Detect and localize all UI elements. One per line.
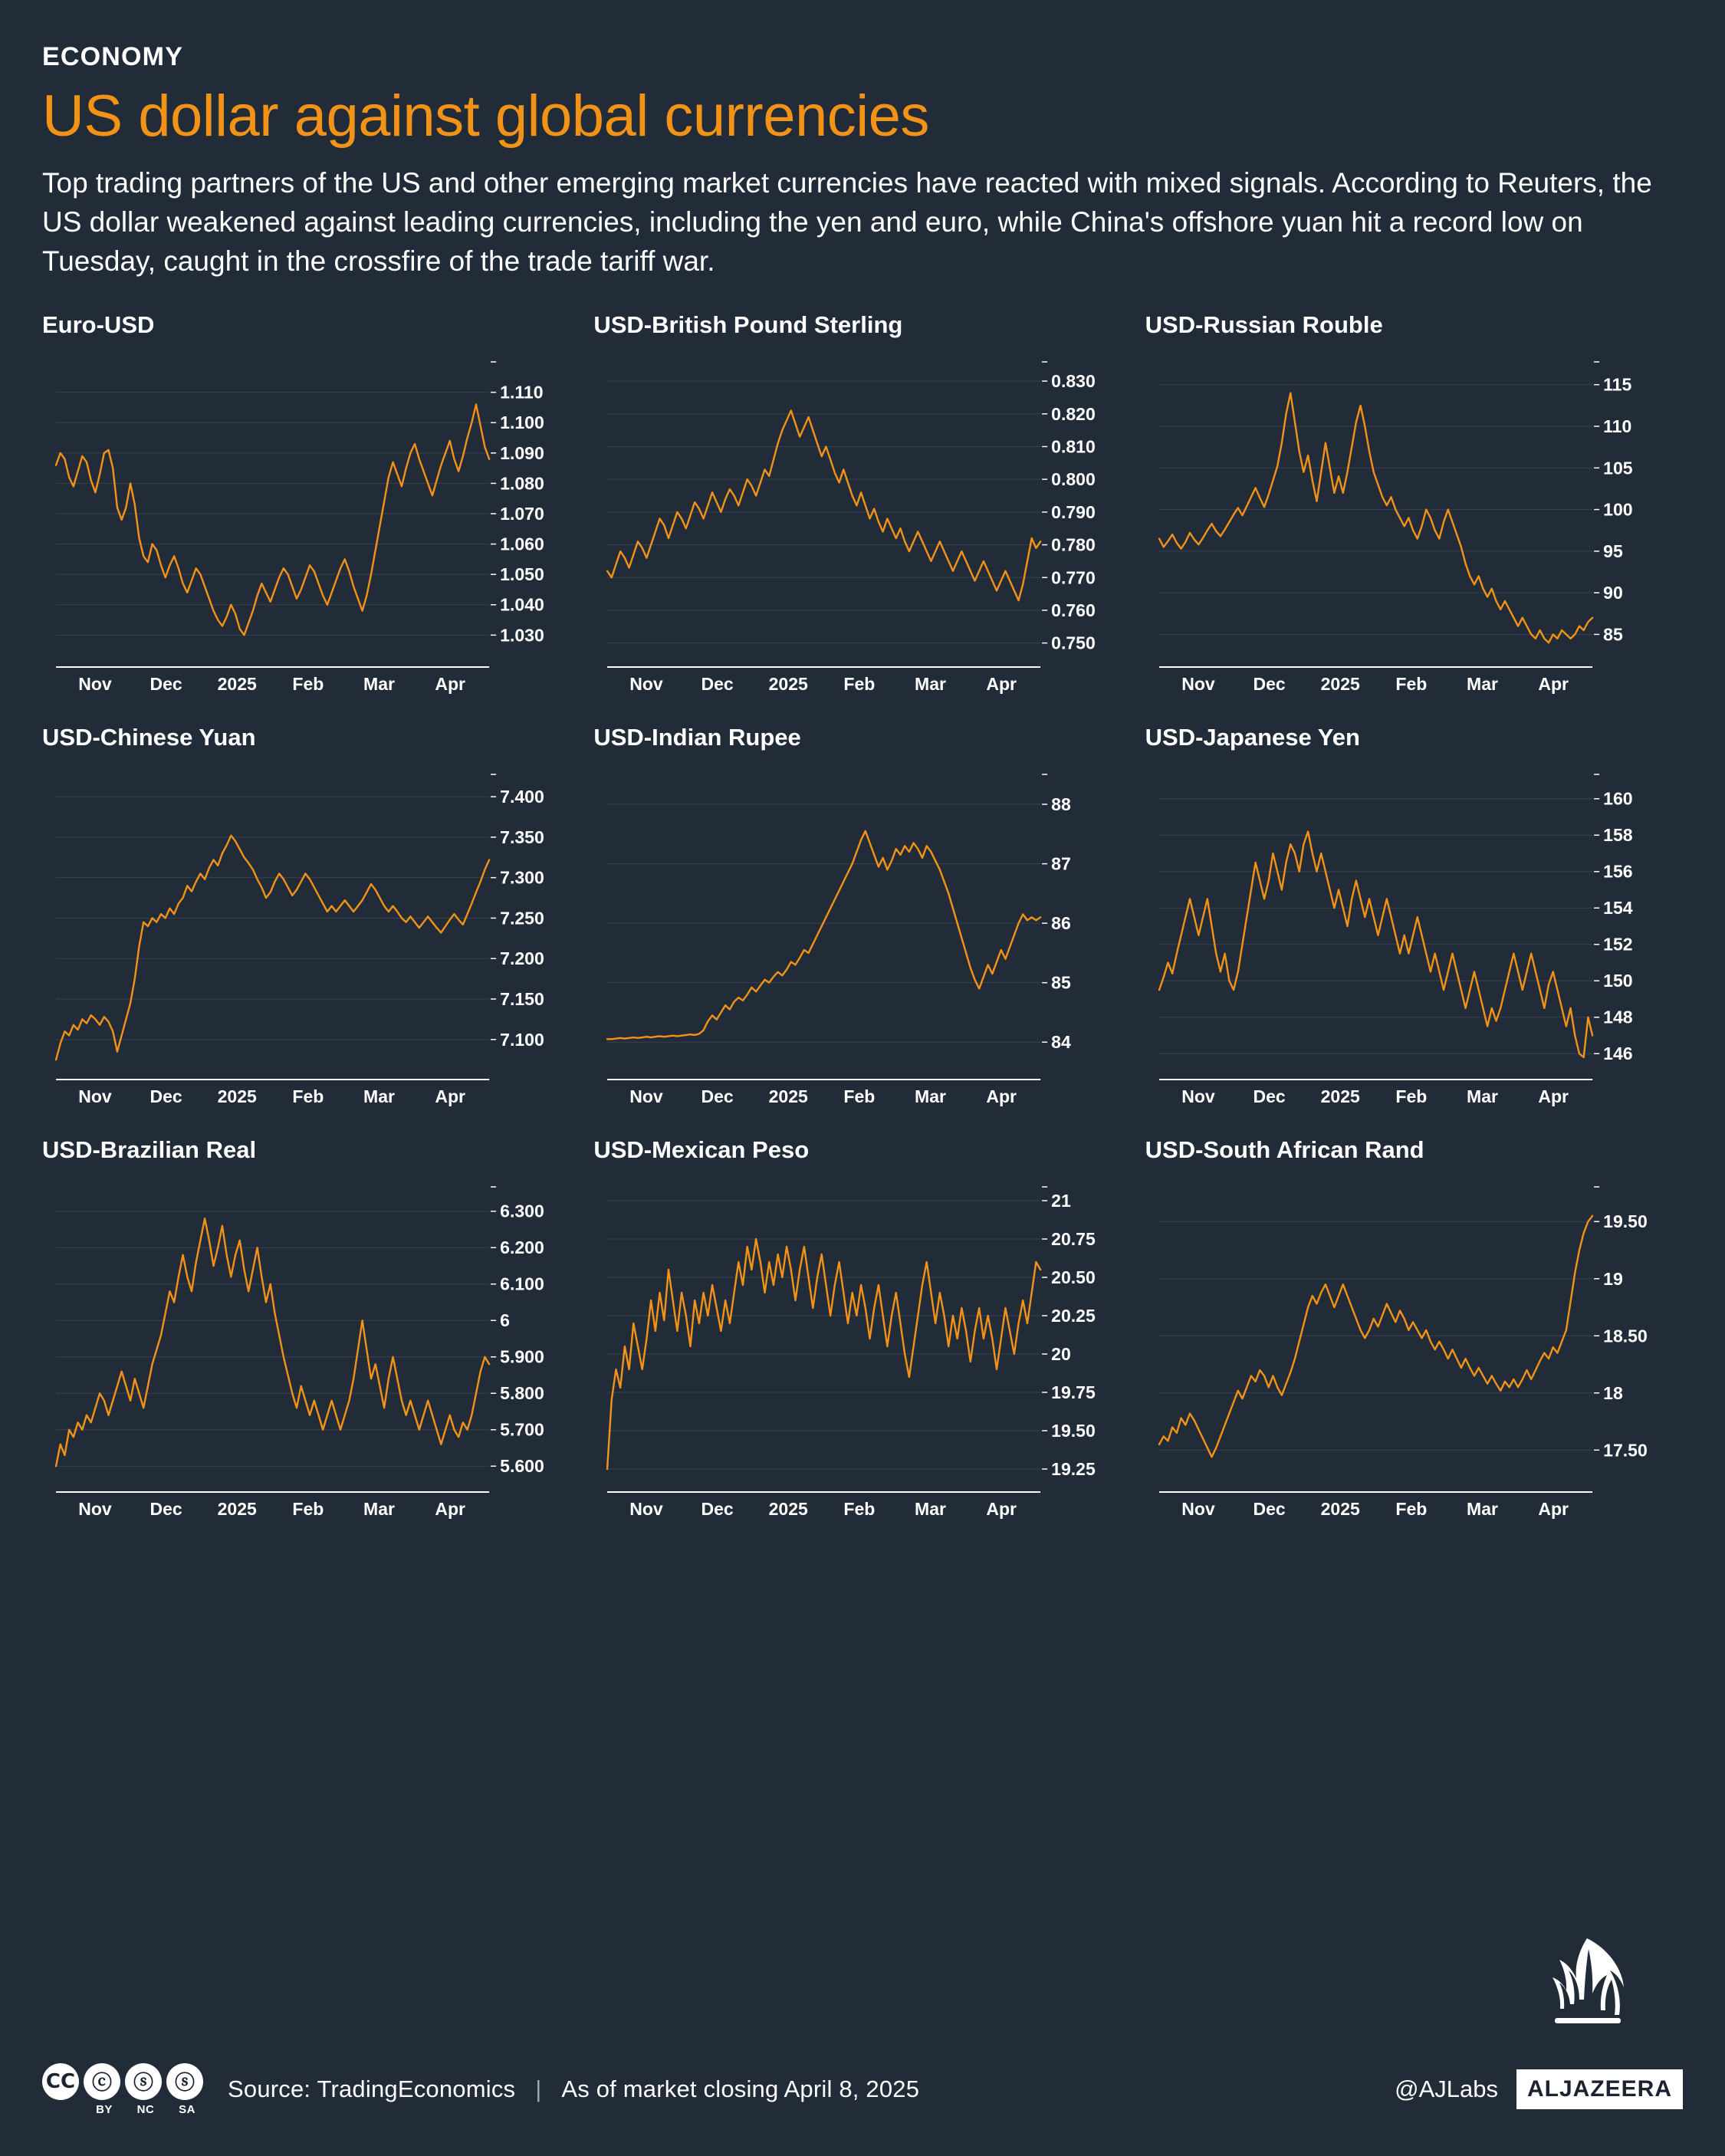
y-tick-label: 95 [1602, 541, 1623, 561]
chart-title: USD-Japanese Yen [1145, 724, 1360, 751]
y-tick-label: 0.830 [1051, 371, 1096, 392]
chart-title: USD-Russian Rouble [1145, 311, 1383, 339]
y-tick-label: 0.750 [1051, 633, 1096, 653]
y-tick-label: 7.350 [500, 827, 544, 848]
x-tick-label: Feb [843, 1499, 876, 1520]
line-chart-svg [42, 759, 580, 1119]
plot-area [593, 1172, 1131, 1532]
line-chart-svg [593, 1172, 1131, 1532]
x-tick-label: 2025 [1320, 1086, 1360, 1107]
x-tick-label: Nov [1181, 674, 1215, 695]
y-tick-label: 0.790 [1051, 502, 1096, 523]
chart-panel-usd-rub [1145, 311, 1683, 707]
x-tick-label: Nov [1181, 1499, 1215, 1520]
y-tick-label: 19.50 [1602, 1211, 1648, 1232]
x-tick-label: 2025 [768, 1086, 809, 1107]
y-tick-label: 18 [1602, 1382, 1623, 1403]
line-chart-svg [42, 1172, 580, 1532]
x-tick-label: 2025 [768, 674, 809, 695]
x-tick-label: Feb [1395, 674, 1428, 695]
standfirst: Top trading partners of the US and other emerging market currencies have reacted with mixed signals. According to Reuters, the US dollar weakened against leading currencies, including the yen and euro, while China's offshore yuan hit a record low on Tuesday, caught in the crossfire of the trade tariff war. [42, 167, 1652, 278]
y-tick-label: 7.200 [500, 948, 544, 969]
x-tick-label: Mar [915, 1086, 947, 1107]
chart-panel-usd-zar [1145, 1136, 1683, 1532]
series-line [56, 405, 489, 636]
x-tick-label: 2025 [768, 1499, 809, 1520]
aljazeera-wordmark: ALJAZEERA [1516, 2069, 1683, 2109]
series-line [1159, 393, 1592, 643]
x-tick-label: Nov [78, 674, 112, 695]
y-tick-label: 100 [1602, 499, 1633, 520]
x-tick-label: Dec [701, 1086, 734, 1107]
y-tick-label: 84 [1051, 1032, 1072, 1053]
x-tick-label: Mar [1466, 1086, 1498, 1107]
y-tick-label: 154 [1602, 898, 1633, 919]
series-line [56, 1218, 489, 1466]
chart-panel-usd-jpy [1145, 724, 1683, 1119]
y-tick-label: 0.820 [1051, 403, 1096, 424]
y-tick-label: 7.250 [500, 908, 544, 928]
x-tick-label: 2025 [217, 674, 257, 695]
x-tick-label: Mar [363, 1499, 396, 1520]
x-tick-label: Dec [701, 1499, 734, 1520]
line-chart-svg [593, 759, 1131, 1119]
footer [42, 2055, 1683, 2124]
chart-panel-usd-mxn [593, 1136, 1131, 1532]
y-tick-label: 85 [1051, 972, 1072, 993]
y-tick-label: 87 [1051, 853, 1072, 874]
y-tick-label: 1.040 [500, 594, 544, 615]
series-line [607, 411, 1040, 601]
x-tick-label: Apr [435, 674, 465, 695]
chart-title: Euro-USD [42, 311, 155, 339]
y-tick-label: 1.080 [500, 473, 544, 494]
cc-nc-icon: ⓢ [125, 2063, 162, 2100]
chart-title: USD-British Pound Sterling [593, 311, 903, 339]
cc-nc-label: NC [136, 2102, 155, 2116]
x-tick-label: Dec [1253, 1086, 1286, 1107]
x-tick-label: 2025 [1320, 1499, 1360, 1520]
y-tick-label: 20.75 [1051, 1229, 1096, 1250]
line-chart-svg [42, 347, 580, 707]
chart-panel-usd-gbp [593, 311, 1131, 707]
x-tick-label: Mar [363, 1086, 396, 1107]
creative-commons-badges [42, 2063, 208, 2116]
y-tick-label: 148 [1602, 1007, 1633, 1027]
x-tick-label: Nov [78, 1499, 112, 1520]
x-tick-label: Dec [150, 1499, 182, 1520]
y-tick-label: 20.25 [1051, 1306, 1096, 1326]
line-chart-svg [1145, 1172, 1683, 1532]
x-tick-label: Dec [150, 1086, 182, 1107]
y-tick-label: 19.75 [1051, 1382, 1096, 1403]
plot-area [1145, 759, 1683, 1119]
x-tick-label: Feb [292, 1086, 324, 1107]
x-tick-label: Nov [629, 674, 664, 695]
y-tick-label: 7.300 [500, 867, 544, 888]
y-tick-label: 1.060 [500, 534, 544, 554]
y-tick-label: 6.300 [500, 1201, 544, 1221]
y-tick-label: 150 [1602, 971, 1633, 991]
series-line [56, 836, 489, 1060]
x-tick-label: Apr [1537, 1499, 1569, 1520]
x-tick-label: Dec [150, 674, 182, 695]
y-tick-label: 88 [1051, 794, 1072, 815]
x-tick-label: Dec [1253, 674, 1286, 695]
footer-separator: | [535, 2075, 542, 2102]
y-tick-label: 86 [1051, 913, 1072, 934]
y-tick-label: 146 [1602, 1043, 1633, 1064]
y-tick-label: 0.780 [1051, 534, 1096, 555]
y-tick-label: 5.600 [500, 1456, 544, 1477]
y-tick-label: 160 [1602, 788, 1633, 809]
y-tick-label: 1.100 [500, 412, 544, 433]
cc-nc [125, 2063, 166, 2116]
y-tick-label: 85 [1602, 624, 1623, 645]
x-tick-label: Feb [292, 674, 324, 695]
x-tick-label: Nov [1181, 1086, 1215, 1107]
y-tick-label: 158 [1602, 825, 1633, 846]
asof-text: As of market closing April 8, 2025 [561, 2075, 920, 2102]
kicker: ECONOMY [42, 42, 184, 71]
cc-sa-icon: ⓢ [166, 2063, 203, 2100]
x-tick-label: Feb [1395, 1499, 1428, 1520]
y-tick-label: 17.50 [1602, 1440, 1648, 1461]
y-tick-label: 1.110 [500, 382, 544, 403]
aljazeera-calligraphy-logo [1541, 1934, 1633, 2033]
y-tick-label: 20 [1051, 1344, 1072, 1365]
y-tick-label: 5.800 [500, 1383, 544, 1404]
y-tick-label: 0.760 [1051, 600, 1096, 621]
x-tick-label: 2025 [217, 1086, 257, 1107]
cc-by [84, 2063, 125, 2116]
y-tick-label: 156 [1602, 861, 1633, 882]
plot-area [42, 759, 580, 1119]
chart-title: USD-Mexican Peso [593, 1136, 810, 1164]
cc-main [42, 2063, 84, 2100]
y-tick-label: 7.400 [500, 787, 544, 807]
x-tick-label: Mar [363, 674, 396, 695]
x-tick-label: Apr [435, 1086, 465, 1107]
y-tick-label: 0.770 [1051, 567, 1096, 588]
y-tick-label: 20.50 [1051, 1267, 1096, 1288]
plot-area [1145, 347, 1683, 707]
page-title: US dollar against global currencies [42, 84, 929, 149]
line-chart-svg [593, 347, 1131, 707]
y-tick-label: 1.090 [500, 442, 544, 463]
y-tick-label: 18.50 [1602, 1326, 1648, 1346]
y-tick-label: 1.030 [500, 625, 544, 646]
x-tick-label: Mar [1466, 674, 1498, 695]
x-tick-label: Nov [78, 1086, 112, 1107]
chart-title: USD-Brazilian Real [42, 1136, 257, 1164]
cc-by-icon: ⓒ [84, 2063, 120, 2100]
x-tick-label: Dec [701, 674, 734, 695]
x-tick-label: Dec [1253, 1499, 1286, 1520]
y-tick-label: 105 [1602, 458, 1633, 478]
ajlabs-handle: @AJLabs [1395, 2075, 1498, 2102]
x-tick-label: Apr [1537, 674, 1569, 695]
y-tick-label: 0.800 [1051, 469, 1096, 490]
x-tick-label: Apr [986, 1499, 1017, 1520]
plot-area [1145, 1172, 1683, 1532]
chart-grid [42, 311, 1683, 1532]
line-chart-svg [1145, 347, 1683, 707]
x-tick-label: Feb [1395, 1086, 1428, 1107]
cc-sa-label: SA [179, 2102, 196, 2116]
x-tick-label: Feb [292, 1499, 324, 1520]
x-tick-label: Feb [843, 674, 876, 695]
chart-title: USD-Indian Rupee [593, 724, 801, 751]
y-tick-label: 6.100 [500, 1274, 544, 1294]
plot-area [593, 759, 1131, 1119]
plot-area [593, 347, 1131, 707]
x-tick-label: 2025 [217, 1499, 257, 1520]
y-tick-label: 115 [1602, 374, 1631, 395]
y-tick-label: 19.50 [1051, 1421, 1096, 1441]
x-tick-label: Nov [629, 1499, 664, 1520]
x-tick-label: Mar [915, 674, 947, 695]
cc-by-label: BY [96, 2102, 113, 2116]
y-tick-label: 19 [1602, 1268, 1623, 1289]
x-tick-label: Feb [843, 1086, 876, 1107]
y-tick-label: 6 [500, 1310, 510, 1331]
y-tick-label: 5.900 [500, 1346, 544, 1367]
y-tick-label: 1.050 [500, 564, 544, 585]
y-tick-label: 7.150 [500, 989, 544, 1010]
chart-panel-euro-usd [42, 311, 580, 707]
x-tick-label: Apr [986, 1086, 1017, 1107]
series-line [607, 831, 1040, 1039]
y-tick-label: 6.200 [500, 1237, 544, 1258]
cc-sa [166, 2063, 208, 2116]
line-chart-svg [1145, 759, 1683, 1119]
y-tick-label: 110 [1602, 416, 1631, 437]
x-tick-label: Apr [1537, 1086, 1569, 1107]
x-tick-label: Mar [1466, 1499, 1498, 1520]
y-tick-label: 1.070 [500, 504, 544, 524]
x-tick-label: Mar [915, 1499, 947, 1520]
y-tick-label: 5.700 [500, 1419, 544, 1440]
y-tick-label: 7.100 [500, 1029, 544, 1050]
y-tick-label: 19.25 [1051, 1459, 1096, 1480]
plot-area [42, 1172, 580, 1532]
y-tick-label: 0.810 [1051, 436, 1096, 457]
x-tick-label: Apr [986, 674, 1017, 695]
chart-panel-usd-brl [42, 1136, 580, 1532]
footer-right [1395, 2069, 1683, 2109]
x-tick-label: Nov [629, 1086, 664, 1107]
x-tick-label: 2025 [1320, 674, 1360, 695]
series-line [1159, 1216, 1592, 1457]
chart-title: USD-South African Rand [1145, 1136, 1424, 1164]
cc-icon: CC [42, 2063, 79, 2100]
chart-title: USD-Chinese Yuan [42, 724, 256, 751]
x-tick-label: Apr [435, 1499, 465, 1520]
chart-panel-usd-cny [42, 724, 580, 1119]
plot-area [42, 347, 580, 707]
source-text: Source: TradingEconomics [228, 2075, 516, 2102]
chart-panel-usd-inr [593, 724, 1131, 1119]
y-tick-label: 21 [1051, 1191, 1072, 1211]
y-tick-label: 152 [1602, 934, 1633, 955]
y-tick-label: 90 [1602, 583, 1623, 603]
